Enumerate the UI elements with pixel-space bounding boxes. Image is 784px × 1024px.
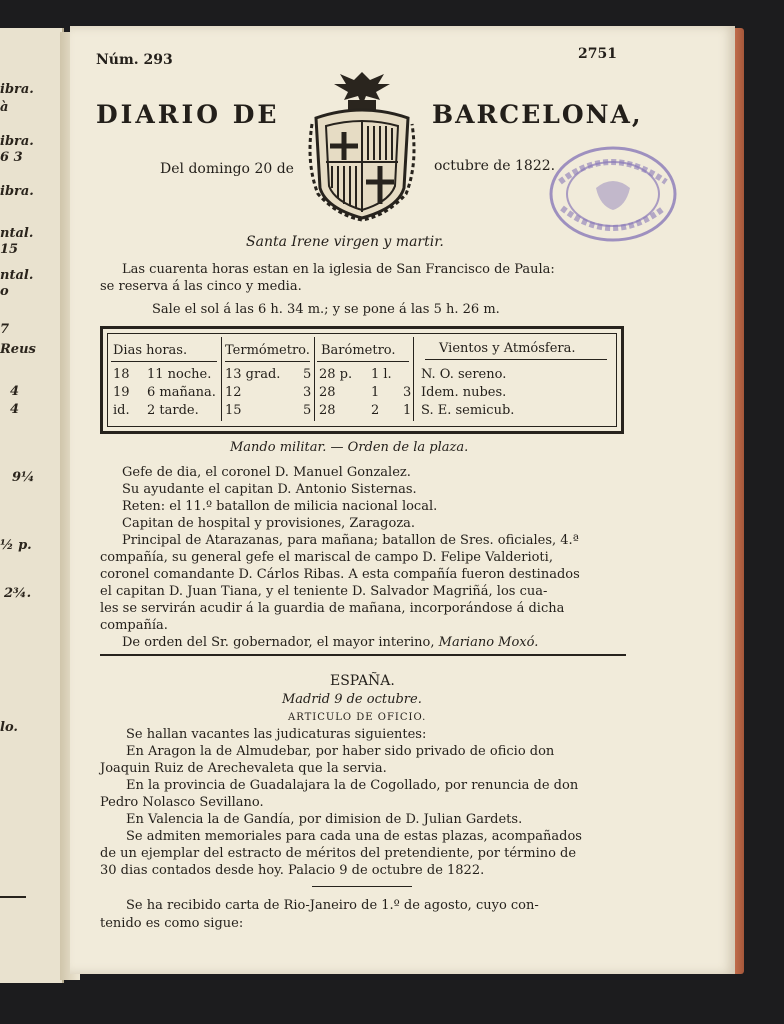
article-line: de un ejemplar del estracto de méritos del pretendiente, por término de	[100, 846, 577, 861]
left-fragment: ntal.	[0, 268, 34, 283]
article-line: 30 dias contados desde hoy. Palacio 9 de octubre de 1822.	[100, 863, 485, 878]
row-therm-a: 13 grad.	[225, 367, 281, 382]
signatory: Mariano Moxó.	[438, 635, 539, 650]
row-wind: N. O. sereno.	[421, 367, 507, 382]
masthead-left: DIARIO DE	[96, 100, 280, 129]
article-line: En Aragon la de Almudebar, por haber sido privado de oficio don	[126, 744, 555, 759]
row-baro-c: 3	[403, 385, 412, 400]
order-closing-text: De orden del Sr. gobernador, el mayor interino,	[122, 635, 435, 650]
row-therm-b: 3	[303, 385, 312, 400]
row-hour: 2 tarde.	[147, 403, 199, 418]
left-fragment: 15	[0, 242, 19, 257]
left-fragment: 7	[0, 322, 10, 337]
issue-number: Núm. 293	[96, 52, 173, 68]
left-fragment: 4	[10, 402, 20, 417]
order-line: Capitan de hospital y provisiones, Zaragoza.	[122, 516, 416, 531]
military-heading: Mando militar. — Orden de la plaza.	[230, 440, 469, 455]
row-therm-b: 5	[303, 403, 312, 418]
spain-subheading: ARTICULO DE OFICIO.	[288, 712, 427, 723]
row-day: 18	[113, 367, 130, 382]
section-rule	[100, 654, 626, 656]
article-line: Se admiten memoriales para cada una de estas plazas, acompañados	[126, 829, 582, 844]
order-line: coronel comandante D. Cárlos Ribas. A esta compañía fueron destinados	[100, 567, 580, 582]
header-thermometer: Termómetro.	[225, 343, 310, 358]
order-line: Gefe de dia, el coronel D. Manuel Gonzalez.	[122, 465, 411, 480]
library-stamp	[546, 142, 680, 246]
row-therm-a: 12	[225, 385, 242, 400]
row-baro-b: 1 l.	[371, 367, 392, 382]
left-rule	[0, 896, 26, 898]
barcelona-coat-of-arms	[302, 66, 422, 226]
order-line: Su ayudante el capitan D. Antonio Sisternas.	[122, 482, 417, 497]
row-hour: 6 mañana.	[147, 385, 216, 400]
header-barometer: Barómetro.	[321, 343, 396, 358]
order-line: Principal de Atarazanas, para mañana; batallon de Sres. oficiales, 4.ª	[122, 533, 579, 548]
order-line: compañía.	[100, 618, 168, 633]
order-line: Reten: el 11.º batallon de milicia nacional local.	[122, 499, 438, 514]
row-baro-c: 1	[403, 403, 412, 418]
date-left: Del domingo 20 de	[160, 161, 294, 177]
article-line: Pedro Nolasco Sevillano.	[100, 795, 264, 810]
article-line: En Valencia la de Gandía, por dimision de D. Julian Gardets.	[126, 812, 523, 827]
left-fragment: ibra.	[0, 82, 34, 97]
forty-hours-line-1: Las cuarenta horas estan en la iglesia de San Francisco de Paula:	[122, 262, 555, 277]
weather-table	[100, 326, 624, 434]
row-hour: 11 noche.	[147, 367, 212, 382]
order-closing	[122, 635, 538, 650]
short-rule	[312, 886, 412, 887]
date-right: octubre de 1822.	[434, 158, 556, 174]
article-line: Se ha recibido carta de Rio-Janeiro de 1.º de agosto, cuyo con-	[126, 898, 539, 913]
left-fragment: Reus	[0, 342, 36, 357]
article-line: En la provincia de Guadalajara la de Cogollado, por renuncia de don	[126, 778, 579, 793]
left-fragment: ibra.	[0, 184, 34, 199]
left-fragment: ibra.	[0, 134, 34, 149]
forty-hours-line-2: se reserva á las cinco y media.	[100, 279, 302, 294]
article-line: Se hallan vacantes las judicaturas siguientes:	[126, 727, 427, 742]
left-fragment: à	[0, 100, 9, 115]
article-line: tenido es como sigue:	[100, 916, 244, 931]
spain-heading: ESPAÑA.	[330, 673, 395, 689]
row-baro-a: 28	[319, 403, 336, 418]
left-fragment: 2¾.	[4, 586, 32, 601]
header-winds: Vientos y Atmósfera.	[439, 341, 576, 356]
sunrise-sunset: Sale el sol á las 6 h. 34 m.; y se pone á las 5 h. 26 m.	[152, 302, 500, 317]
left-fragment: 9¼	[12, 470, 35, 485]
article-line: Joaquin Ruiz de Arechevaleta que la servia.	[100, 761, 387, 776]
spain-dateline: Madrid 9 de octubre.	[282, 692, 422, 707]
left-fragment: 6 3	[0, 150, 23, 165]
order-line: el capitan D. Juan Tiana, y el teniente D. Salvador Magriñá, los cua-	[100, 584, 548, 599]
order-line: compañía, su general gefe el mariscal de campo D. Felipe Valderioti,	[100, 550, 553, 565]
left-fragment: ½ p.	[0, 538, 32, 553]
row-baro-a: 28	[319, 385, 336, 400]
order-line: les se servirán acudir á la guardia de mañana, incorporándose á dicha	[100, 601, 565, 616]
left-page-fragment	[0, 28, 64, 983]
left-fragment: ntal.	[0, 226, 34, 241]
left-fragment: o	[0, 284, 9, 299]
row-day: 19	[113, 385, 130, 400]
left-fragment: 4	[10, 384, 20, 399]
row-therm-b: 5	[303, 367, 312, 382]
row-therm-a: 15	[225, 403, 242, 418]
row-baro-a: 28 p.	[319, 367, 353, 382]
row-wind: Idem. nubes.	[421, 385, 507, 400]
page-number: 2751	[578, 46, 617, 62]
row-day: id.	[113, 403, 130, 418]
row-wind: S. E. semicub.	[421, 403, 515, 418]
masthead-right: BARCELONA,	[432, 100, 643, 129]
row-baro-b: 2	[371, 403, 380, 418]
saint-of-the-day: Santa Irene virgen y martir.	[246, 234, 444, 250]
row-baro-b: 1	[371, 385, 380, 400]
left-fragment: lo.	[0, 720, 18, 735]
header-days-hours: Dias horas.	[113, 343, 188, 358]
